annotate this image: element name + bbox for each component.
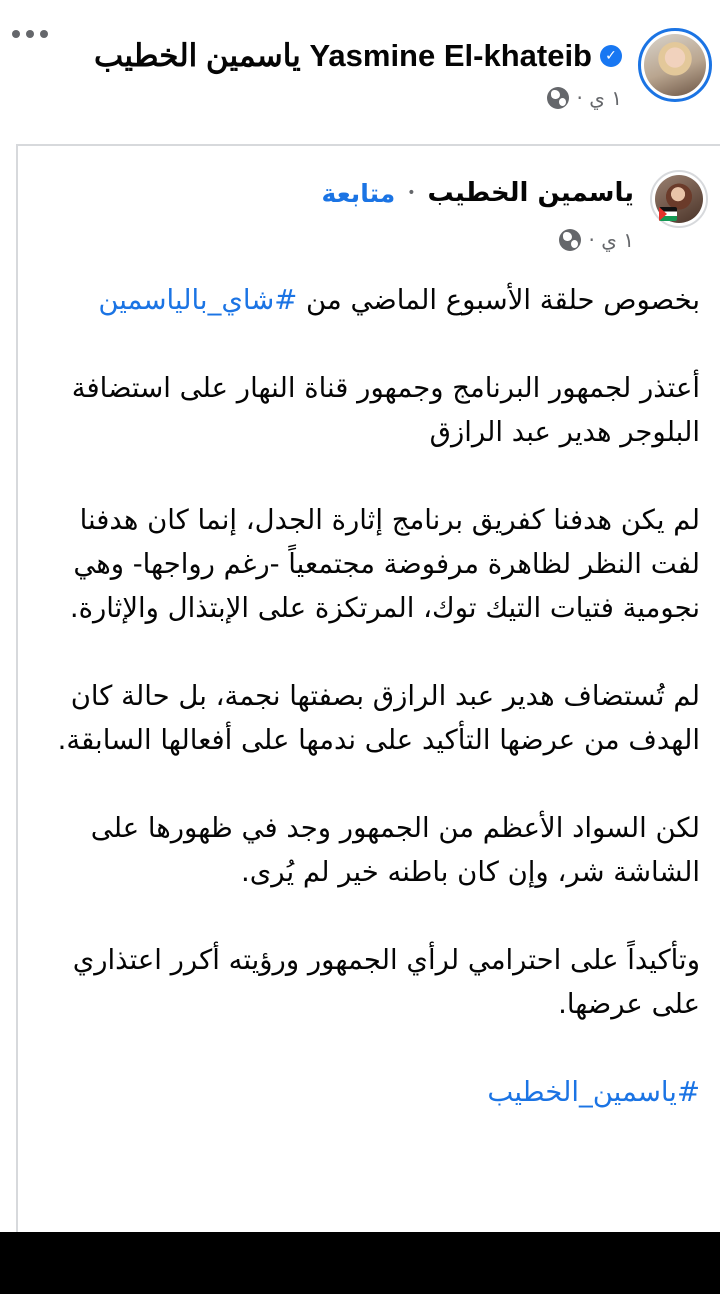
hashtag-link[interactable]: #شاي_بالياسمين [98, 284, 298, 316]
verified-badge-icon: ✓ [600, 45, 622, 67]
post-paragraph-intro [32, 278, 700, 322]
post-paragraph: أعتذر لجمهور البرنامج وجمهور قناة النهار على استضافة البلوجر هدير عبد الرازق [71, 372, 700, 448]
post-paragraph: لم يكن هدفنا كفريق برنامج إثارة الجدل، إنما كان هدفنا لفت النظر لظاهرة مرفوضة مجتمعياً -رغم رواجها- وهي نجومية فتيات التيك توك، المرتكزة على الإبتذال والإثارة. [69, 504, 700, 624]
post-meta [547, 86, 622, 110]
intro-text: بخصوص حلقة الأسبوع الماضي من [297, 284, 700, 316]
avatar-photo [644, 34, 706, 96]
post-paragraph-hashtag [32, 1070, 700, 1114]
bottom-bar [0, 1232, 720, 1294]
post-paragraph: وتأكيداً على احترامي لرأي الجمهور ورؤيته أكرر اعتذاري على عرضها. [72, 944, 700, 1020]
shared-post-header [20, 166, 720, 266]
post-timestamp[interactable]: ١ ي · [576, 86, 622, 110]
follow-button[interactable]: متابعة [321, 178, 396, 208]
post-header [0, 22, 720, 122]
author-avatar[interactable] [638, 28, 712, 102]
shared-post-timestamp[interactable]: ١ ي · [588, 228, 634, 252]
shared-author-row [322, 178, 634, 208]
avatar-photo [655, 175, 703, 223]
shared-author-name[interactable]: ياسمين الخطيب [427, 178, 634, 208]
author-name-row [94, 38, 622, 74]
shared-author-avatar[interactable] [650, 170, 708, 228]
shared-post-meta [559, 228, 634, 252]
globe-icon [547, 87, 569, 109]
more-options-icon[interactable] [12, 30, 48, 38]
separator-dot: • [407, 185, 416, 201]
globe-icon [559, 229, 581, 251]
shared-post-card[interactable] [16, 144, 720, 1234]
post-body [32, 278, 700, 1158]
post-paragraph: لم تُستضاف هدير عبد الرازق بصفتها نجمة، بل حالة كان الهدف من عرضها التأكيد على ندمها على أفعالها السابقة. [57, 680, 700, 756]
author-name[interactable]: Yasmine El-khateib ياسمين الخطيب [93, 38, 592, 73]
flag-icon [659, 207, 677, 221]
post-paragraph: لكن السواد الأعظم من الجمهور وجد في ظهورها على الشاشة شر، وإن كان باطنه خير لم يُرى. [90, 812, 700, 888]
hashtag-link[interactable]: #ياسمين_الخطيب [487, 1076, 700, 1108]
